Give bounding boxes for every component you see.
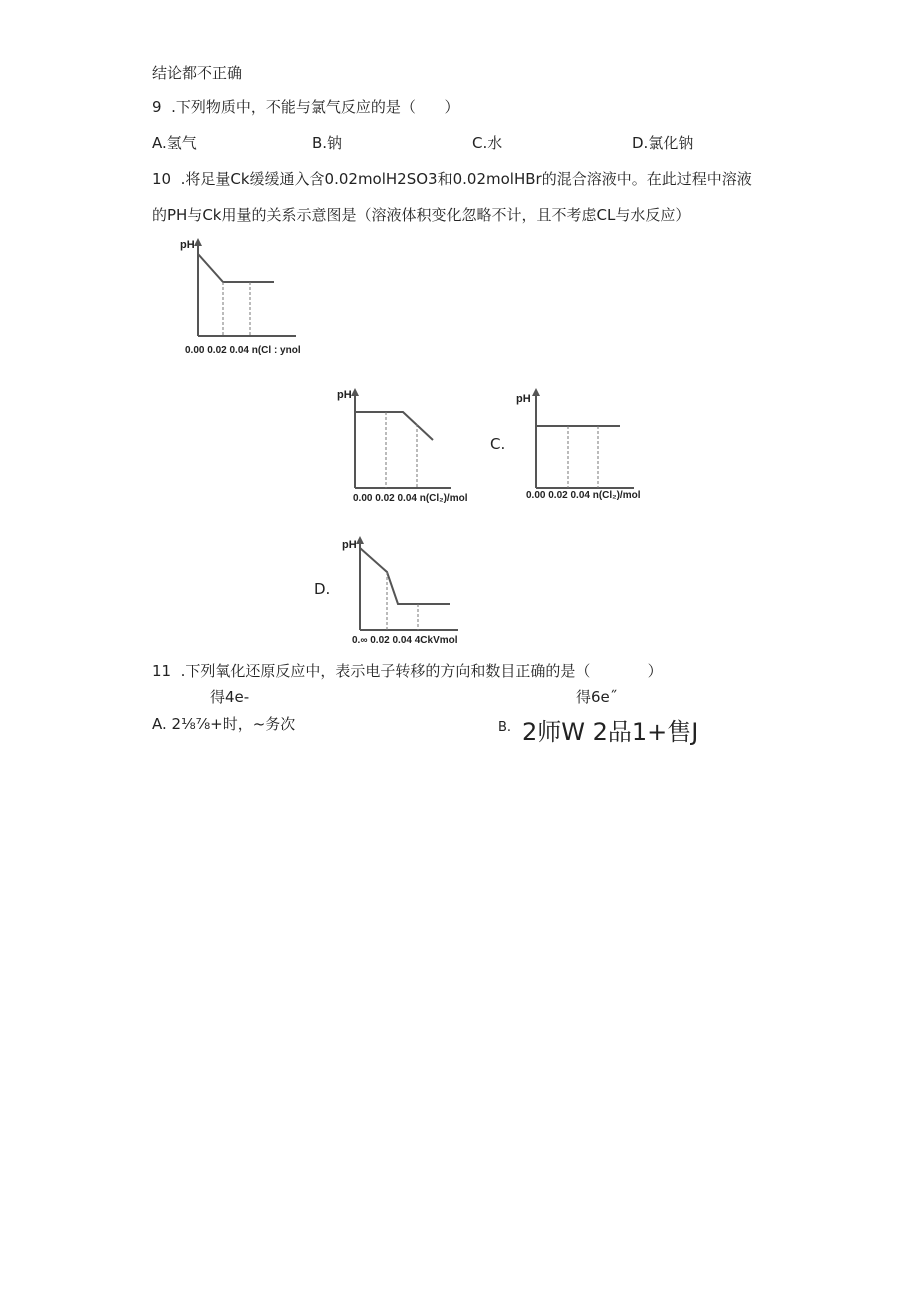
chart-d-ylabel: pH	[342, 539, 357, 551]
chart-c-xlabel: 0.00 0.02 0.04 n(Cl₂)/mol	[526, 490, 641, 501]
chart-a-xlabel: 0.00 0.02 0.04 n(Cl : ynol	[185, 345, 301, 356]
chart-c	[512, 386, 682, 508]
question-9: 9 .下列物质中，不能与氯气反应的是（ ）	[152, 98, 460, 116]
chart-a-ylabel: pH	[180, 239, 195, 251]
chart-b	[333, 386, 493, 508]
question-10-line2: 的PH与Ck用量的关系示意图是（溶液体积变化忽略不计，且不考虑CL与水反应）	[152, 206, 691, 224]
q11-gain-a: 得4e-	[210, 688, 250, 706]
q9-option-d: D.氯化钠	[632, 134, 694, 152]
chart-c-ylabel: pH	[516, 393, 531, 405]
chart-a	[178, 236, 338, 358]
q11-gain-b: 得6e˝	[576, 688, 618, 706]
chart-b-xlabel: 0.00 0.02 0.04 n(Cl₂)/mol	[353, 493, 468, 504]
q11-option-b-text: 2师W 2品1+售J	[522, 718, 699, 746]
q9-option-b: B.钠	[312, 134, 343, 152]
question-10-line1: 10 .将足量Ck缓缓通入含0.02molH2SO3和0.02molHBr的混合溶液中。在此过程中溶液	[152, 170, 752, 188]
chart-d-xlabel: 0.∞ 0.02 0.04 4CkVmol	[352, 635, 458, 646]
chart-b-ylabel: pH	[337, 389, 352, 401]
chart-d-label: D.	[314, 580, 331, 598]
q9-option-a: A.氢气	[152, 134, 197, 152]
chart-c-label: C.	[490, 435, 506, 453]
q9-option-c: C.水	[472, 134, 503, 152]
question-11: 11 .下列氧化还原反应中，表示电子转移的方向和数目正确的是（ ）	[152, 662, 663, 680]
q11-option-a: A. 2⅛⅞+时，~务次	[152, 715, 296, 733]
q11-option-b-label: B.	[498, 720, 512, 735]
chart-d	[340, 534, 490, 650]
text-line-conclusion: 结论都不正确	[152, 64, 243, 82]
